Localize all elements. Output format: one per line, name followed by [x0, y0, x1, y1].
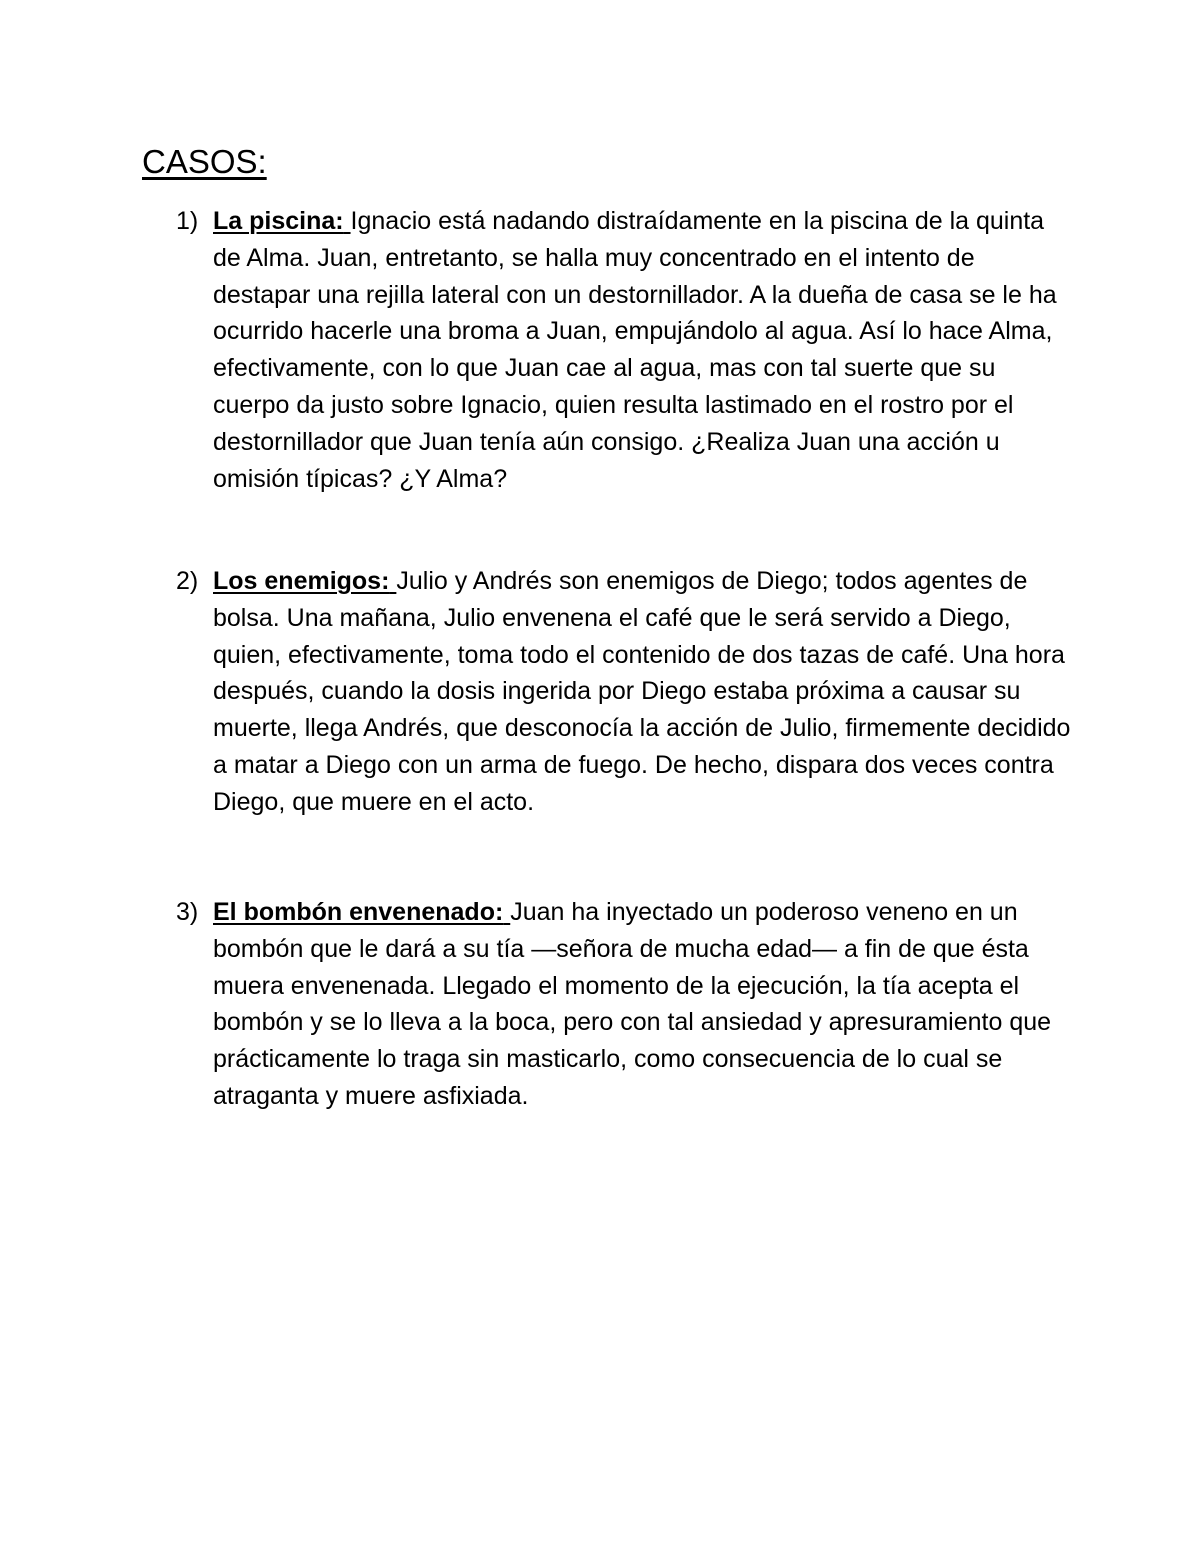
case-label: El bombón envenenado:	[213, 898, 504, 926]
case-number: 2)	[176, 567, 199, 595]
case-body	[213, 563, 1076, 821]
case-item-2	[176, 563, 1076, 821]
case-item-3	[176, 894, 1076, 1115]
case-text: Julio y Andrés son enemigos de Diego; todos agentes de bolsa. Una mañana, Julio envenena el café que le será servido a Diego, quien, efectivamente, toma todo el contenido de dos tazas de café. Una hora después, cuando la dosis ingerida por Diego estaba próxima a causar su muerte, llega Andrés, que desconocía la acción de Julio, firmemente decidido a matar a Diego con un arma de fuego. De hecho, dispara dos veces contra Diego, que muere en el acto.	[213, 567, 1071, 816]
case-text: Juan ha inyectado un poderoso veneno en un bombón que le dará a su tía —señora de mucha edad— a fin de que ésta muera envenenada. Llegado el momento de la ejecución, la tía acepta el bombón y se lo lleva a la boca, pero con tal ansiedad y apresuramiento que prácticamente lo traga sin masticarlo, como consecuencia de lo cual se atraganta y muere asfixiada.	[213, 898, 1052, 1110]
case-number: 3)	[176, 898, 199, 926]
case-label: Los enemigos:	[213, 567, 390, 595]
case-body	[213, 894, 1076, 1115]
case-label: La piscina:	[213, 207, 344, 235]
case-body	[213, 203, 1076, 497]
document-title: CASOS:	[142, 143, 267, 180]
case-item-1	[176, 203, 1076, 497]
case-text: Ignacio está nadando distraídamente en la piscina de la quinta de Alma. Juan, entretanto, se halla muy concentrado en el intento de destapar una rejilla lateral con un destornillador. A la dueña de casa se le ha ocurrido hacerle una broma a Juan, empujándolo al agua. Así lo hace Alma, efectivamente, con lo que Juan cae al agua, mas con tal suerte que su cuerpo da justo sobre Ignacio, quien resulta lastimado en el rostro por el destornillador que Juan tenía aún consigo. ¿Realiza Juan una acción u omisión típicas? ¿Y Alma?	[213, 207, 1057, 493]
case-number: 1)	[176, 207, 199, 235]
